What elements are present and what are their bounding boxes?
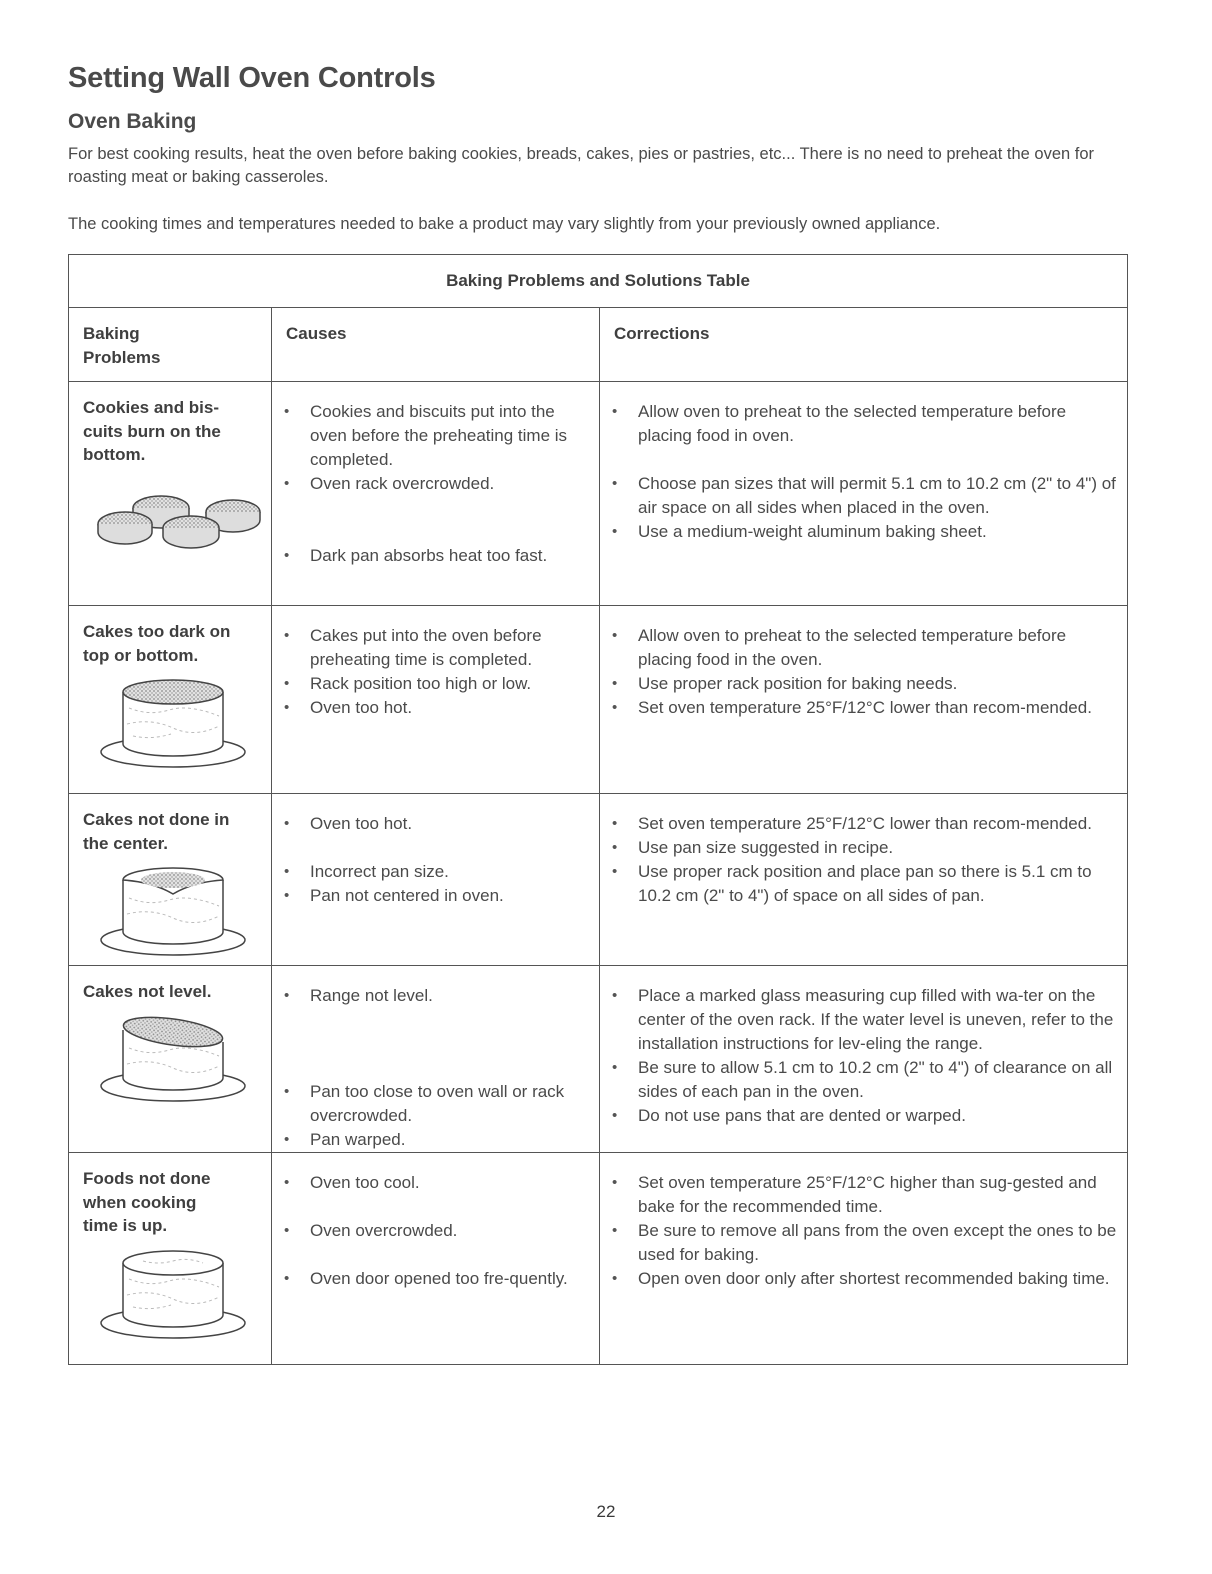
causes-cell bbox=[272, 1153, 600, 1365]
list-item: • Use proper rack position and place pan so there is 5.1 cm to 10.2 cm (2" to 4") of space on all sides of pan. bbox=[600, 860, 1117, 908]
list-item: • Pan not centered in oven. bbox=[272, 884, 589, 908]
causes-cell bbox=[272, 382, 600, 606]
causes-list bbox=[272, 382, 599, 568]
header-label: Baking Problems bbox=[83, 324, 161, 367]
list-item: • Set oven temperature 25°F/12°C lower than recom-mended. bbox=[600, 696, 1117, 720]
section-title: Oven Baking bbox=[68, 110, 197, 133]
problem-title: Cakes too dark on top or bottom. bbox=[83, 622, 231, 665]
page-title: Setting Wall Oven Controls bbox=[68, 62, 436, 94]
header-baking-problems bbox=[69, 308, 272, 382]
problem-title: Foods not done when cooking time is up. bbox=[83, 1169, 211, 1235]
list-item: • Use proper rack position for baking needs. bbox=[600, 672, 1117, 696]
list-item: • Oven overcrowded. bbox=[272, 1219, 589, 1243]
corrections-cell bbox=[600, 1153, 1128, 1365]
corrections-cell bbox=[600, 606, 1128, 794]
problem-cell bbox=[69, 794, 272, 966]
list-item: • Choose pan sizes that will permit 5.1 cm to 10.2 cm (2" to 4") of air space on all sides when placed in the oven. bbox=[600, 472, 1117, 520]
corrections-cell bbox=[600, 794, 1128, 966]
list-item: • Oven too hot. bbox=[272, 696, 589, 720]
list-item: • Use a medium-weight aluminum baking sheet. bbox=[600, 520, 1117, 544]
cake-sunken-center-illustration bbox=[93, 862, 253, 958]
baking-problems-table bbox=[68, 254, 1128, 1365]
causes-cell bbox=[272, 966, 600, 1153]
problem-cell bbox=[69, 606, 272, 794]
header-causes bbox=[272, 308, 600, 382]
list-item: • Oven door opened too fre-quently. bbox=[272, 1267, 589, 1291]
list-item: • Dark pan absorbs heat too fast. bbox=[272, 544, 589, 568]
intro-paragraph-1: For best cooking results, heat the oven before baking cookies, breads, cakes, pies or pastries, etc... There is no need to preheat the oven for roasting meat or baking casseroles. bbox=[68, 145, 1095, 186]
list-item: • Allow oven to preheat to the selected temperature before placing food in the oven. bbox=[600, 624, 1117, 672]
intro-paragraph-2: The cooking times and temperatures needed to bake a product may vary slightly from your previously owned appliance. bbox=[68, 215, 941, 233]
list-item: • Oven too cool. bbox=[272, 1171, 589, 1195]
corrections-cell bbox=[600, 382, 1128, 606]
table-caption: Baking Problems and Solutions Table bbox=[69, 255, 1128, 308]
list-item: • Allow oven to preheat to the selected temperature before placing food in oven. bbox=[600, 400, 1117, 448]
causes-list bbox=[272, 794, 599, 908]
header-corrections bbox=[600, 308, 1128, 382]
cookies-illustration bbox=[93, 478, 263, 558]
corrections-list bbox=[600, 966, 1127, 1128]
list-item: • Open oven door only after shortest recommended baking time. bbox=[600, 1267, 1117, 1291]
list-item: • Cookies and biscuits put into the oven before the preheating time is completed. bbox=[272, 400, 589, 472]
header-label: Corrections bbox=[614, 324, 710, 343]
problem-cell bbox=[69, 966, 272, 1153]
table-row bbox=[69, 606, 1128, 794]
list-item: • Place a marked glass measuring cup filled with wa-ter on the center of the oven rack. If the water level is uneven, refer to the installation instructions for lev-eling the range. bbox=[600, 984, 1117, 1056]
list-item: • Use pan size suggested in recipe. bbox=[600, 836, 1117, 860]
cake-dark-top-illustration bbox=[93, 674, 253, 770]
problem-cell bbox=[69, 1153, 272, 1365]
corrections-list bbox=[600, 382, 1127, 544]
problem-cell bbox=[69, 382, 272, 606]
cake-tilted-illustration bbox=[93, 1008, 253, 1104]
table-row bbox=[69, 794, 1128, 966]
list-item: • Incorrect pan size. bbox=[272, 860, 589, 884]
list-item: • Set oven temperature 25°F/12°C higher than sug-gested and bake for the recommended time. bbox=[600, 1171, 1117, 1219]
list-item: • Pan too close to oven wall or rack overcrowded. bbox=[272, 1080, 589, 1128]
page-number: 22 bbox=[596, 1502, 616, 1521]
causes-list bbox=[272, 1153, 599, 1291]
list-item: • Pan warped. bbox=[272, 1128, 589, 1152]
table-row bbox=[69, 1153, 1128, 1365]
causes-list bbox=[272, 966, 599, 1152]
problem-title: Cakes not done in the center. bbox=[83, 810, 230, 853]
list-item: • Cakes put into the oven before preheating time is completed. bbox=[272, 624, 589, 672]
table-row bbox=[69, 382, 1128, 606]
causes-cell bbox=[272, 794, 600, 966]
list-item: • Oven rack overcrowded. bbox=[272, 472, 589, 496]
corrections-list bbox=[600, 794, 1127, 908]
list-item: • Range not level. bbox=[272, 984, 589, 1008]
causes-list bbox=[272, 606, 599, 720]
corrections-list bbox=[600, 1153, 1127, 1291]
header-label: Causes bbox=[286, 324, 347, 343]
list-item: • Rack position too high or low. bbox=[272, 672, 589, 696]
corrections-cell bbox=[600, 966, 1128, 1153]
problem-title: Cakes not level. bbox=[83, 982, 212, 1001]
list-item: • Be sure to allow 5.1 cm to 10.2 cm (2" to 4") of clearance on all sides of each pan in the oven. bbox=[600, 1056, 1117, 1104]
causes-cell bbox=[272, 606, 600, 794]
corrections-list bbox=[600, 606, 1127, 720]
list-item: • Do not use pans that are dented or warped. bbox=[600, 1104, 1117, 1128]
list-item: • Oven too hot. bbox=[272, 812, 589, 836]
problem-title: Cookies and bis- cuits burn on the bottom. bbox=[83, 398, 221, 464]
list-item: • Set oven temperature 25°F/12°C lower than recom-mended. bbox=[600, 812, 1117, 836]
cake-undone-illustration bbox=[93, 1245, 253, 1341]
list-item: • Be sure to remove all pans from the oven except the ones to be used for baking. bbox=[600, 1219, 1117, 1267]
table-row bbox=[69, 966, 1128, 1153]
